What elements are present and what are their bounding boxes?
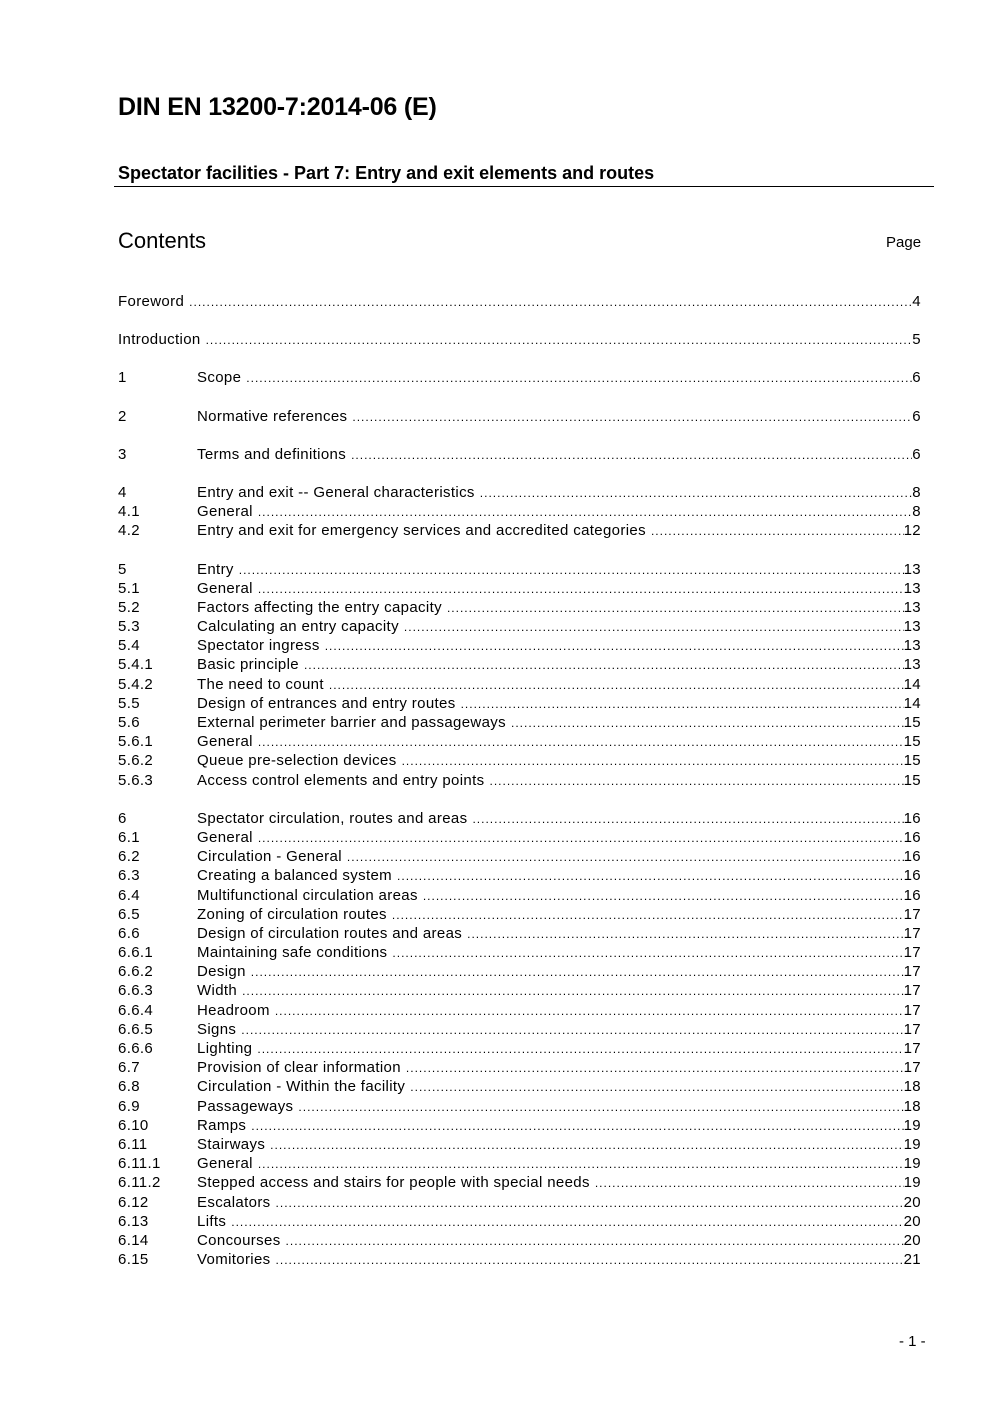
toc-entry (118, 732, 921, 751)
toc-dot-leader (276, 1251, 904, 1270)
toc-entry (118, 445, 921, 464)
toc-entry-title: Entry (197, 560, 234, 578)
toc-dot-leader (329, 676, 904, 695)
toc-entry-title: Ramps (197, 1116, 247, 1134)
toc-entry (118, 1231, 921, 1250)
contents-heading: Contents (118, 228, 207, 253)
toc-entry-title: Spectator circulation, routes and areas (197, 809, 468, 827)
toc-entry-page: 16 (903, 848, 921, 866)
toc-entry-number: 6.8 (118, 1078, 140, 1096)
toc-dot-leader (270, 1136, 903, 1155)
toc-entry (118, 1173, 921, 1192)
toc-entry-title: Queue pre-selection devices (197, 752, 397, 770)
toc-entry-number: 6.6.2 (118, 963, 154, 981)
toc-entry-number: 6.6.1 (118, 944, 154, 962)
toc-entry-page: 17 (903, 944, 921, 962)
toc-entry (118, 751, 921, 770)
toc-entry-page: 8 (912, 503, 921, 521)
toc-entry (118, 636, 921, 655)
footer-page-number: - 1 - (899, 1333, 926, 1350)
toc-dot-leader (447, 599, 904, 618)
toc-dot-leader (258, 1155, 904, 1174)
toc-entry-number: 6.15 (118, 1251, 149, 1269)
toc-entry-page: 17 (903, 1020, 921, 1038)
toc-dot-leader (511, 714, 904, 733)
toc-dot-leader (258, 733, 904, 752)
toc-entry-page: 17 (903, 963, 921, 981)
toc-entry-title: Concourses (197, 1231, 281, 1249)
toc-dot-leader (397, 867, 904, 886)
toc-dot-leader (480, 484, 913, 503)
toc-entry-page: 20 (903, 1231, 921, 1249)
toc-entry-number: 5.4.2 (118, 675, 154, 693)
toc-entry-page: 21 (903, 1251, 921, 1269)
toc-entry-page: 15 (903, 733, 921, 751)
toc-dot-leader (347, 848, 904, 867)
toc-entry-title: Calculating an entry capacity (197, 618, 399, 636)
toc-dot-leader (467, 925, 904, 944)
toc-dot-leader (258, 580, 904, 599)
toc-entry (118, 981, 921, 1000)
toc-dot-leader (595, 1174, 904, 1193)
toc-entry (118, 655, 921, 674)
toc-entry-title: General (197, 579, 253, 597)
toc-entry-title: Normative references (197, 407, 348, 425)
toc-entry-title: General (197, 733, 253, 751)
toc-entry-page: 20 (903, 1193, 921, 1211)
toc-dot-leader (423, 887, 904, 906)
toc-entry-page: 17 (903, 1040, 921, 1057)
toc-entry-page: 14 (903, 675, 921, 693)
toc-entry-title: Zoning of circulation routes (197, 905, 387, 923)
toc-entry (118, 407, 921, 426)
toc-dot-leader (241, 1021, 903, 1040)
toc-dot-leader (258, 829, 904, 848)
toc-entry (118, 886, 921, 905)
toc-entry-title: Provision of clear information (197, 1059, 401, 1077)
toc-dot-leader (275, 1002, 904, 1021)
toc-entry (118, 694, 921, 713)
toc-entry (118, 924, 921, 943)
toc-entry-page: 6 (912, 445, 921, 463)
toc-entry-number: 6.11.1 (118, 1155, 161, 1173)
toc-entry-page: 18 (903, 1097, 921, 1115)
toc-entry-page: 17 (903, 905, 921, 923)
document-title: DIN EN 13200-7:2014-06 (E) (118, 93, 437, 121)
toc-entry-page: 13 (903, 618, 921, 636)
toc-entry-title: Multifunctional circulation areas (197, 886, 418, 904)
toc-entry (118, 1077, 921, 1096)
toc-entry-page: 8 (912, 483, 921, 501)
toc-entry-page: 16 (903, 828, 921, 846)
toc-entry-title: Basic principle (197, 656, 299, 674)
toc-entry-page: 15 (903, 771, 921, 789)
toc-entry-number: 5.6.2 (118, 752, 154, 770)
toc-entry-number: 5.5 (118, 694, 140, 712)
toc-entry-title: General (197, 828, 253, 846)
toc-dot-leader (251, 1117, 903, 1136)
toc-entry-number: 5.4 (118, 637, 140, 655)
toc-entry-number: 6.6.3 (118, 982, 154, 1000)
toc-entry-number: 6.6.4 (118, 1001, 154, 1019)
table-of-contents (118, 292, 921, 1269)
toc-dot-leader (351, 446, 912, 465)
toc-entry-title: Stepped access and stairs for people with special needs (197, 1174, 590, 1192)
toc-entry-title: Design of circulation routes and areas (197, 924, 463, 942)
toc-entry-page: 17 (903, 1001, 921, 1019)
document-subtitle: Spectator facilities - Part 7: Entry and exit elements and routes (118, 163, 655, 183)
toc-entry-page: 6 (912, 369, 921, 387)
toc-entry-title: Creating a balanced system (197, 867, 393, 885)
toc-entry (118, 1212, 921, 1231)
toc-entry-page: 5 (912, 331, 921, 349)
title-underline-rule (114, 186, 934, 187)
toc-entry (118, 905, 921, 924)
toc-dot-leader (406, 1059, 904, 1078)
toc-dot-leader (410, 1078, 903, 1097)
toc-entry-title: Lighting (197, 1040, 253, 1057)
toc-entry (118, 1058, 921, 1077)
toc-entry-number: 5.2 (118, 598, 140, 616)
toc-dot-leader (298, 1098, 903, 1117)
toc-entry-number: 2 (118, 407, 127, 425)
toc-entry-number: 6.6 (118, 924, 140, 942)
toc-entry (118, 368, 921, 387)
toc-entry (118, 521, 921, 540)
toc-entry-title: Escalators (197, 1193, 271, 1211)
toc-entry-title: Width (197, 982, 238, 1000)
toc-entry-number: 6.4 (118, 886, 140, 904)
toc-dot-leader (352, 408, 912, 427)
toc-entry (118, 847, 921, 866)
toc-entry-page: 14 (903, 694, 921, 712)
toc-entry-title: Factors affecting the entry capacity (197, 598, 442, 616)
toc-entry-number: 6.12 (118, 1193, 149, 1211)
toc-entry-number: 6.10 (118, 1116, 149, 1134)
toc-entry-number: 4.1 (118, 503, 140, 521)
toc-entry-number: 5.3 (118, 618, 140, 636)
toc-entry-number: 6.3 (118, 867, 140, 885)
toc-entry (118, 292, 921, 311)
toc-entry-title: External perimeter barrier and passageways (197, 714, 507, 731)
toc-entry-title: Introduction (118, 331, 201, 349)
toc-entry-number: 5 (118, 560, 127, 578)
toc-entry-number: 4 (118, 483, 127, 501)
toc-entry-number: 6.2 (118, 848, 140, 866)
toc-entry-page: 16 (903, 809, 921, 827)
toc-entry-title: Circulation - Within the facility (197, 1078, 406, 1096)
toc-dot-leader (461, 695, 904, 714)
toc-entry (118, 675, 921, 694)
toc-entry-number: 6.6.5 (118, 1020, 154, 1038)
toc-entry (118, 617, 921, 636)
toc-dot-leader (304, 656, 904, 675)
toc-entry (118, 1020, 921, 1039)
toc-entry-title: Maintaining safe conditions (197, 944, 388, 962)
toc-dot-leader (651, 522, 904, 541)
toc-entry (118, 962, 921, 981)
toc-entry-number: 6.9 (118, 1097, 140, 1115)
toc-entry-page: 20 (903, 1212, 921, 1230)
toc-entry (118, 502, 921, 521)
toc-entry (118, 1116, 921, 1135)
toc-entry-number: 5.6.3 (118, 771, 154, 789)
toc-entry (118, 943, 921, 962)
toc-entry-number: 5.6.1 (118, 733, 154, 751)
toc-entry-page: 16 (903, 867, 921, 885)
toc-entry (118, 560, 921, 579)
toc-dot-leader (402, 752, 904, 771)
toc-entry-page: 12 (903, 522, 921, 540)
toc-entry (118, 330, 921, 349)
toc-dot-leader (257, 1040, 903, 1059)
toc-dot-leader (472, 810, 903, 829)
toc-entry-number: 6.7 (118, 1059, 140, 1077)
toc-entry-page: 13 (903, 560, 921, 578)
toc-entry-page: 17 (903, 1059, 921, 1077)
toc-entry-page: 17 (903, 982, 921, 1000)
toc-entry-page: 4 (912, 293, 921, 310)
toc-entry (118, 1154, 921, 1173)
toc-dot-leader (489, 772, 903, 791)
toc-entry (118, 713, 921, 732)
toc-dot-leader (404, 618, 904, 637)
toc-dot-leader (239, 561, 904, 580)
toc-entry-title: General (197, 503, 253, 521)
toc-entry-page: 13 (903, 656, 921, 674)
toc-dot-leader (242, 982, 904, 1001)
toc-entry-number: 5.6 (118, 714, 140, 731)
toc-entry (118, 1193, 921, 1212)
toc-entry-number: 6.11.2 (118, 1174, 161, 1192)
toc-entry-number: 6.13 (118, 1212, 149, 1230)
toc-entry-number: 6.5 (118, 905, 140, 923)
toc-entry-number: 4.2 (118, 522, 140, 540)
toc-dot-leader (286, 1232, 904, 1251)
toc-entry (118, 579, 921, 598)
toc-entry (118, 1097, 921, 1116)
toc-dot-leader (392, 906, 904, 925)
toc-entry-page: 18 (903, 1078, 921, 1096)
toc-entry-page: 16 (903, 886, 921, 904)
toc-entry (118, 1001, 921, 1020)
toc-entry-title: General (197, 1155, 253, 1173)
toc-dot-leader (392, 944, 903, 963)
toc-entry-page: 15 (903, 714, 921, 731)
toc-entry (118, 866, 921, 885)
toc-entry-page: 6 (912, 407, 921, 425)
toc-entry-page: 19 (903, 1116, 921, 1134)
toc-entry-title: Entry and exit -- General characteristics (197, 483, 475, 501)
toc-dot-leader (206, 331, 913, 350)
toc-entry-number: 5.4.1 (118, 656, 154, 674)
toc-entry-page: 13 (903, 579, 921, 597)
toc-entry-page: 13 (903, 637, 921, 655)
toc-entry-title: Circulation - General (197, 848, 342, 866)
toc-entry (118, 483, 921, 502)
toc-entry-title: Design (197, 963, 246, 981)
toc-dot-leader (325, 637, 904, 656)
toc-entry-title: Entry and exit for emergency services and accredited categories (197, 522, 646, 540)
toc-entry (118, 1135, 921, 1154)
toc-entry (118, 1250, 921, 1269)
toc-entry-number: 6.1 (118, 828, 140, 846)
toc-entry-title: Passageways (197, 1097, 294, 1115)
toc-entry-title: Access control elements and entry points (197, 771, 485, 789)
toc-entry-title: Scope (197, 369, 242, 387)
toc-entry-title: Headroom (197, 1001, 270, 1019)
toc-entry (118, 598, 921, 617)
toc-entry-page: 19 (903, 1135, 921, 1153)
toc-entry (118, 1039, 921, 1058)
toc-entry-page: 19 (903, 1174, 921, 1192)
toc-entry-title: The need to count (197, 675, 324, 693)
toc-dot-leader (189, 293, 912, 312)
toc-entry-number: 1 (118, 369, 127, 387)
toc-dot-leader (246, 369, 912, 388)
toc-entry (118, 771, 921, 790)
toc-dot-leader (251, 963, 904, 982)
toc-entry (118, 828, 921, 847)
toc-entry (118, 809, 921, 828)
toc-entry-number: 3 (118, 445, 127, 463)
toc-entry-number: 6.14 (118, 1231, 149, 1249)
toc-dot-leader (258, 503, 912, 522)
toc-entry-title: Lifts (197, 1212, 227, 1230)
toc-entry-title: Foreword (118, 293, 185, 310)
toc-entry-title: Design of entrances and entry routes (197, 694, 456, 712)
toc-dot-leader (231, 1213, 903, 1232)
toc-entry-title: Signs (197, 1020, 237, 1038)
toc-dot-leader (276, 1194, 904, 1213)
page-column-label: Page (886, 234, 922, 251)
toc-entry-number: 6.11 (118, 1135, 148, 1153)
toc-entry-page: 17 (903, 924, 921, 942)
toc-entry-title: Spectator ingress (197, 637, 320, 655)
toc-entry-title: Terms and definitions (197, 445, 347, 463)
toc-entry-title: Vomitories (197, 1251, 271, 1269)
toc-entry-page: 13 (903, 598, 921, 616)
toc-entry-number: 5.1 (118, 579, 140, 597)
toc-entry-page: 15 (903, 752, 921, 770)
toc-entry-number: 6 (118, 809, 127, 827)
toc-entry-title: Stairways (197, 1135, 266, 1153)
toc-entry-number: 6.6.6 (118, 1040, 154, 1057)
toc-entry-page: 19 (903, 1155, 921, 1173)
